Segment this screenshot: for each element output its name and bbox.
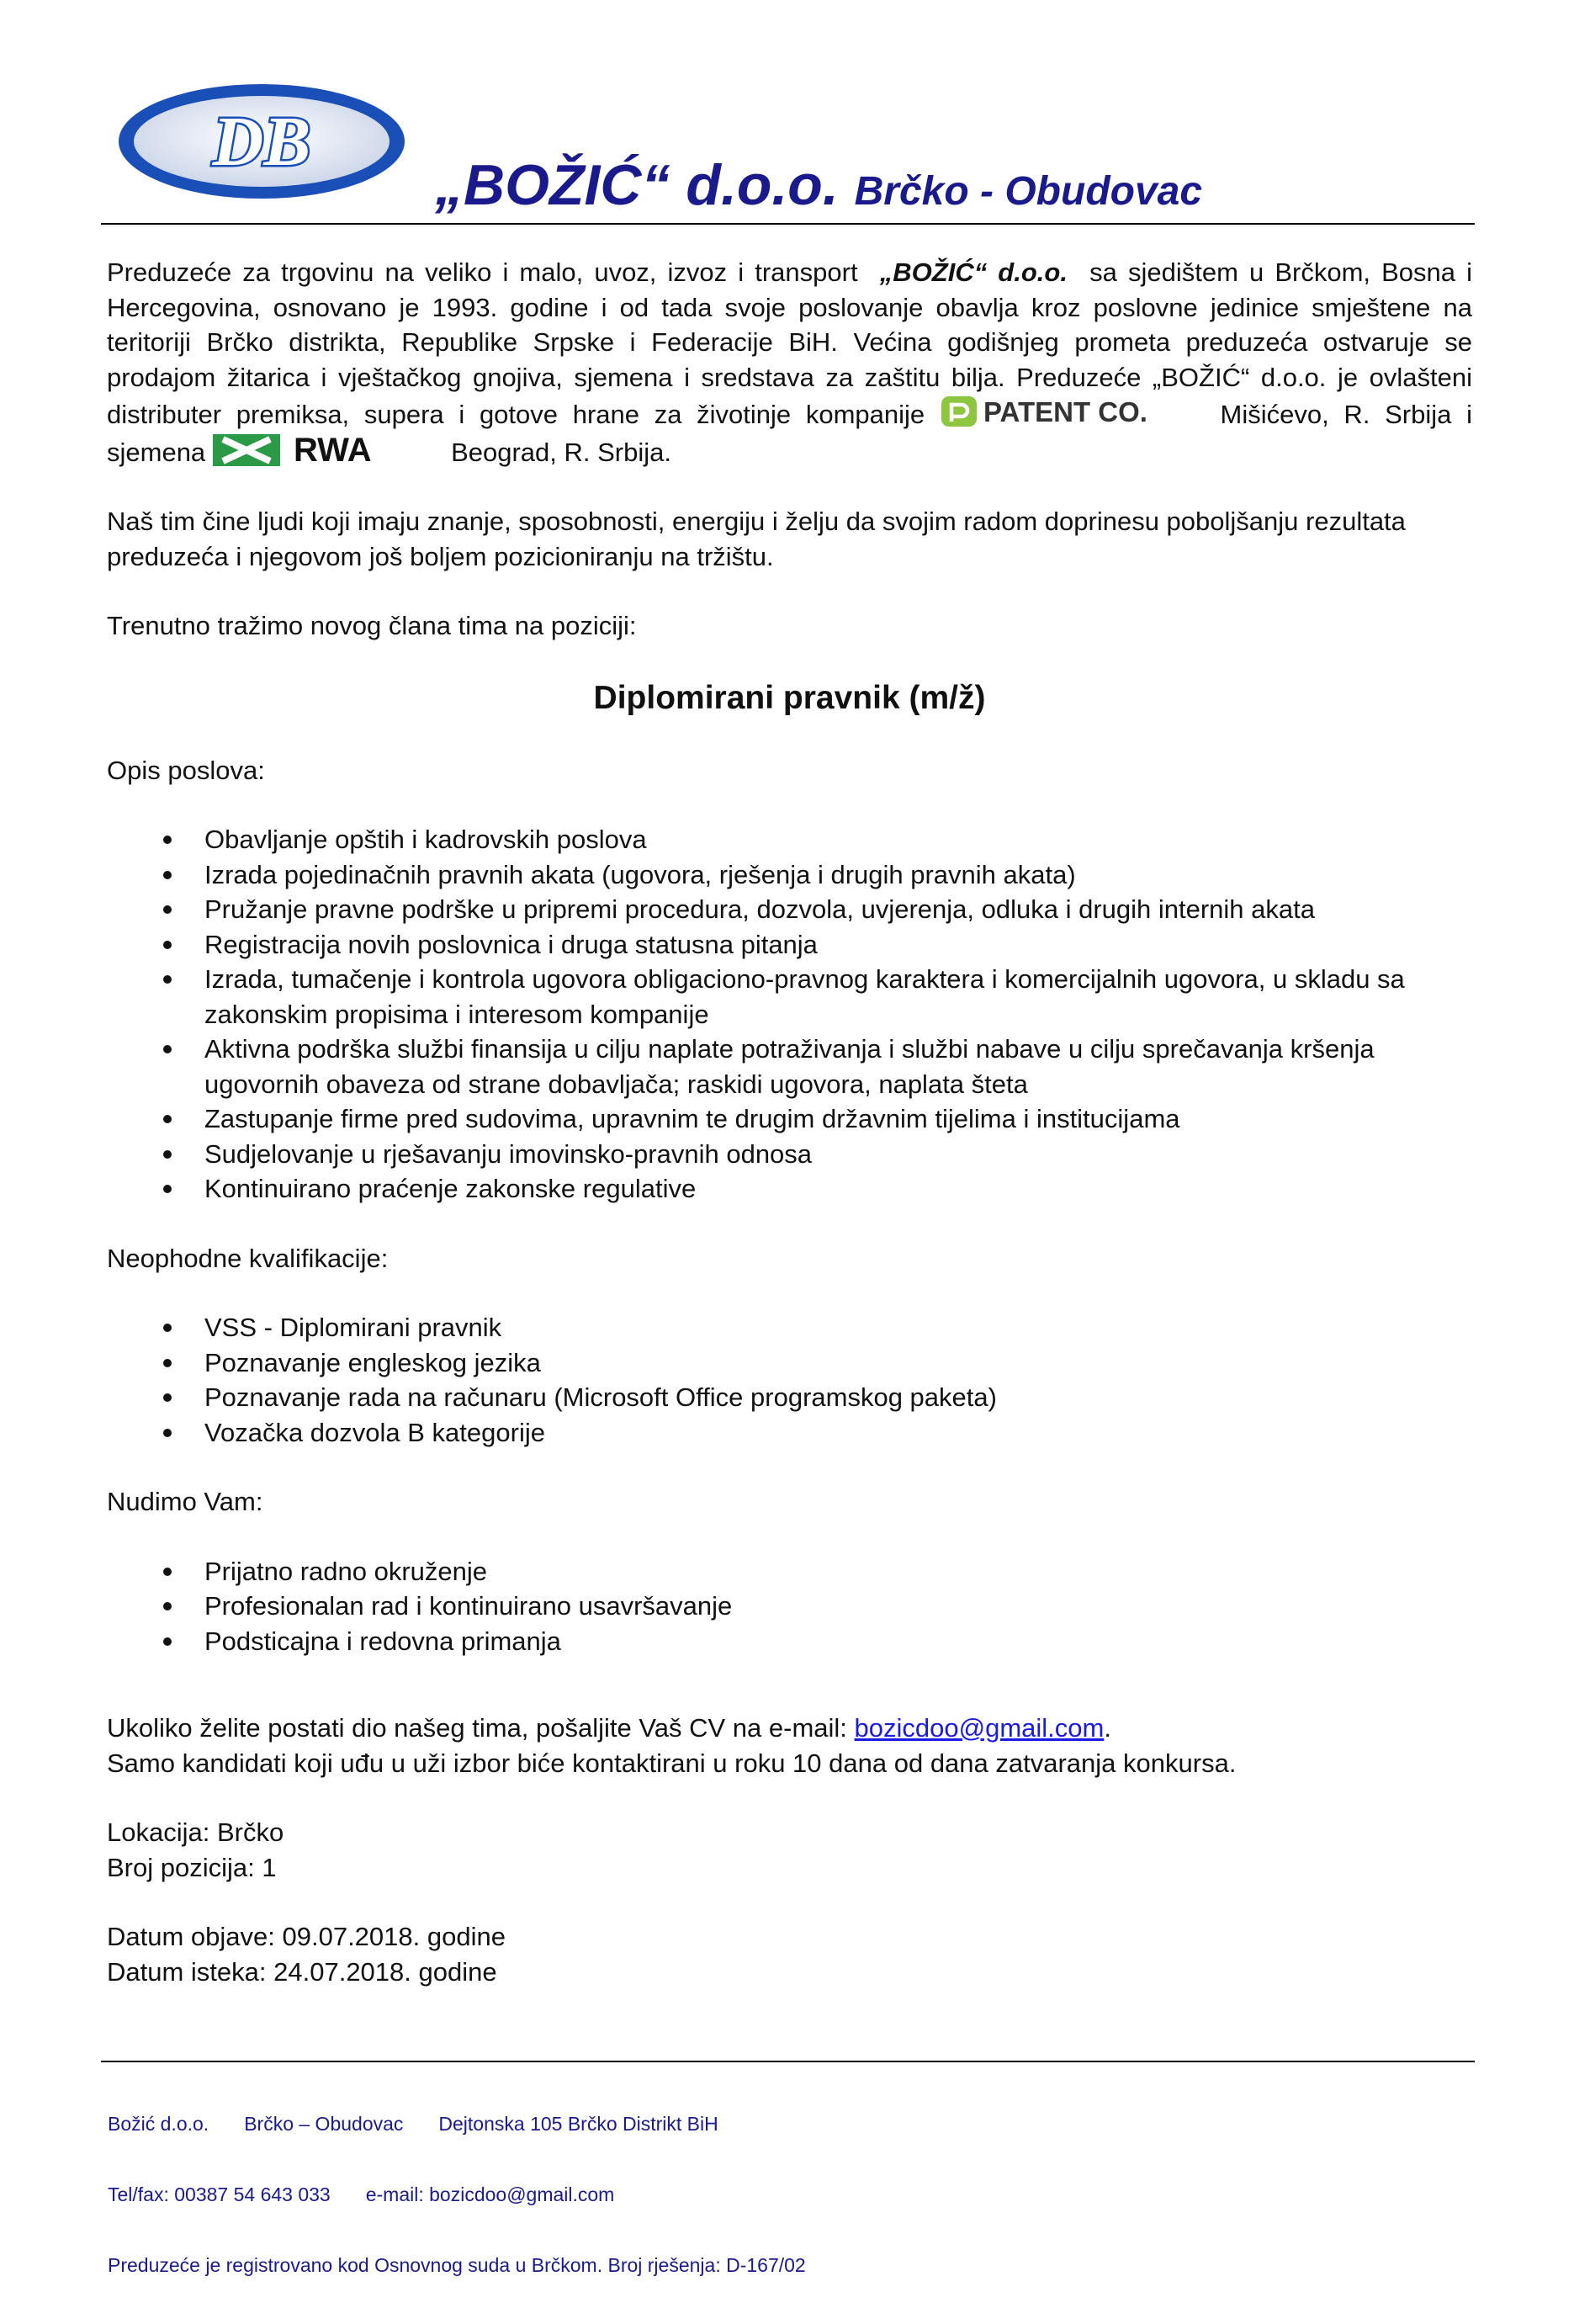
team-paragraph: Naš tim čine ljudi koji imaju znanje, sposobnosti, energiju i želju da svojim radom doprinesu poboljšanju rezultata preduzeća i njegovom još boljem pozicioniranju na tržištu. (107, 507, 1406, 571)
intro-text-3: Mišićevo, R. Srbija i sjemena (107, 400, 1472, 467)
company-name: „BOŽIĆ“ d.o.o. (435, 153, 839, 217)
positions-line: Broj pozicija: 1 (107, 1852, 277, 1882)
email-link[interactable]: bozicdoo@gmail.com (854, 1713, 1105, 1743)
footer-company: Božić d.o.o. (108, 2113, 209, 2135)
rwa-logo (287, 432, 443, 466)
list-item: Izrada, tumačenje i kontrola ugovora obligaciono-pravnog karaktera i komercijalnih ugovora, u skladu sa zakonskim propisima i interesom kompanije (107, 962, 1472, 1032)
offer-list (107, 1554, 1472, 1659)
offer-heading: Nudimo Vam: (107, 1487, 263, 1516)
list-item: Podsticajna i redovna primanja (107, 1624, 1472, 1659)
footer-line-1 (108, 2112, 806, 2136)
published-date: Datum objave: 09.07.2018. godine (107, 1922, 506, 1951)
location-line: Lokacija: Brčko (107, 1817, 284, 1847)
footer-line-2 (108, 2183, 806, 2206)
list-item: Profesionalan rad i kontinuirano usavršavanje (107, 1589, 1472, 1624)
apply-line-2: Samo kandidati koji uđu u uži izbor biće kontaktirani u roku 10 dana od dana zatvaranja konkursa. (107, 1748, 1237, 1778)
list-item: Registracija novih poslovnica i druga statusna pitanja (107, 927, 1472, 963)
apply-period: . (1104, 1713, 1111, 1743)
seeking-text: Trenutno tražimo novog člana tima na poziciji: (107, 611, 637, 640)
footer-email: e-mail: bozicdoo@gmail.com (365, 2183, 615, 2205)
apply-text: Ukoliko želite postati dio našeg tima, pošaljite Vaš CV na e-mail: (107, 1713, 847, 1743)
document-body (107, 255, 1472, 1989)
company-logo (115, 81, 408, 202)
list-item: VSS - Diplomirani pravnik (107, 1310, 1472, 1345)
list-item: Pružanje pravne podrške u pripremi procedura, dozvola, uvjerenja, odluka i drugih internih akata (107, 892, 1472, 927)
list-item: Aktivna podrška službi finansija u cilju naplate potraživanja i službi nabave u cilju sprečavanja kršenja ugovornih obaveza od strane dobavljača; raskidi ugovora, naplata šteta (107, 1032, 1472, 1101)
logo-monogram: DB (212, 103, 311, 181)
list-item: Poznavanje engleskog jezika (107, 1345, 1472, 1381)
company-title (435, 151, 1202, 226)
list-item: Prijatno radno okruženje (107, 1554, 1472, 1589)
list-item: Vozačka dozvola B kategorije (107, 1415, 1472, 1451)
list-item: Kontinuirano praćenje zakonske regulative (107, 1171, 1472, 1207)
footer-divider (101, 2061, 1475, 2062)
expiry-date: Datum isteka: 24.07.2018. godine (107, 1956, 497, 1987)
footer (108, 2065, 806, 2324)
qualifications-heading: Neophodne kvalifikacije: (107, 1243, 389, 1273)
list-item: Poznavanje rada na računaru (Microsoft Office programskog paketa) (107, 1380, 1472, 1415)
duties-heading: Opis poslova: (107, 755, 265, 785)
rwa-symbol-logo (213, 432, 280, 466)
apply-line-1 (107, 1711, 1472, 1746)
footer-address: Dejtonska 105 Brčko Distrikt BiH (438, 2113, 718, 2135)
list-item: Obavljanje opštih i kadrovskih poslova (107, 822, 1472, 857)
patent-co-logo-text: PATENT CO. (983, 396, 1147, 427)
qualifications-list (107, 1310, 1472, 1450)
footer-place: Brčko – Obudovac (244, 2113, 404, 2135)
intro-company-name: „BOŽIĆ“ d.o.o. (879, 257, 1068, 287)
footer-phone: Tel/fax: 00387 54 643 033 (108, 2183, 331, 2205)
header-divider (101, 223, 1475, 225)
list-item: Zastupanje firme pred sudovima, upravnim te drugim državnim tijelima i institucijama (107, 1101, 1472, 1137)
patent-co-logo (940, 395, 1206, 428)
company-location: Brčko - Obudovac (854, 169, 1203, 214)
rwa-logo-text: RWA (294, 432, 373, 466)
list-item: Izrada pojedinačnih pravnih akata (ugovora, rješenja i drugih pravnih akata) (107, 857, 1472, 893)
intro-text-1: Preduzeće za trgovinu na veliko i malo, uvoz, izvoz i transport (107, 257, 858, 287)
list-item: Sudjelovanje u rješavanju imovinsko-pravnih odnosa (107, 1137, 1472, 1172)
duties-list (107, 822, 1472, 1207)
intro-paragraph (107, 255, 1472, 470)
intro-text-2: sa sjedištem u Brčkom, Bosna i Hercegovina, osnovano je 1993. godine i od tada svoje poslovanje obavlja kroz poslovne jedinice smještene na teritoriji Brčko distrikta, Republike Srpske i Federacije BiH. Većina godišnjeg prometa preduzeća ostvaruje se prodajom žitarica i vještačkog gnojiva, sjemena i sredstava za zaštitu bilja. Preduzeće „BOŽIĆ“ d.o.o. je ovlašteni distributer premiksa, supera i gotove hrane za životinje kompanije (107, 257, 1473, 429)
job-title: Diplomirani pravnik (m/ž) (593, 679, 986, 716)
intro-text-4: Beograd, R. Srbija. (451, 437, 671, 467)
footer-registration: Preduzeće je registrovano kod Osnovnog suda u Brčkom. Broj rješenja: D-167/02 (108, 2254, 806, 2276)
